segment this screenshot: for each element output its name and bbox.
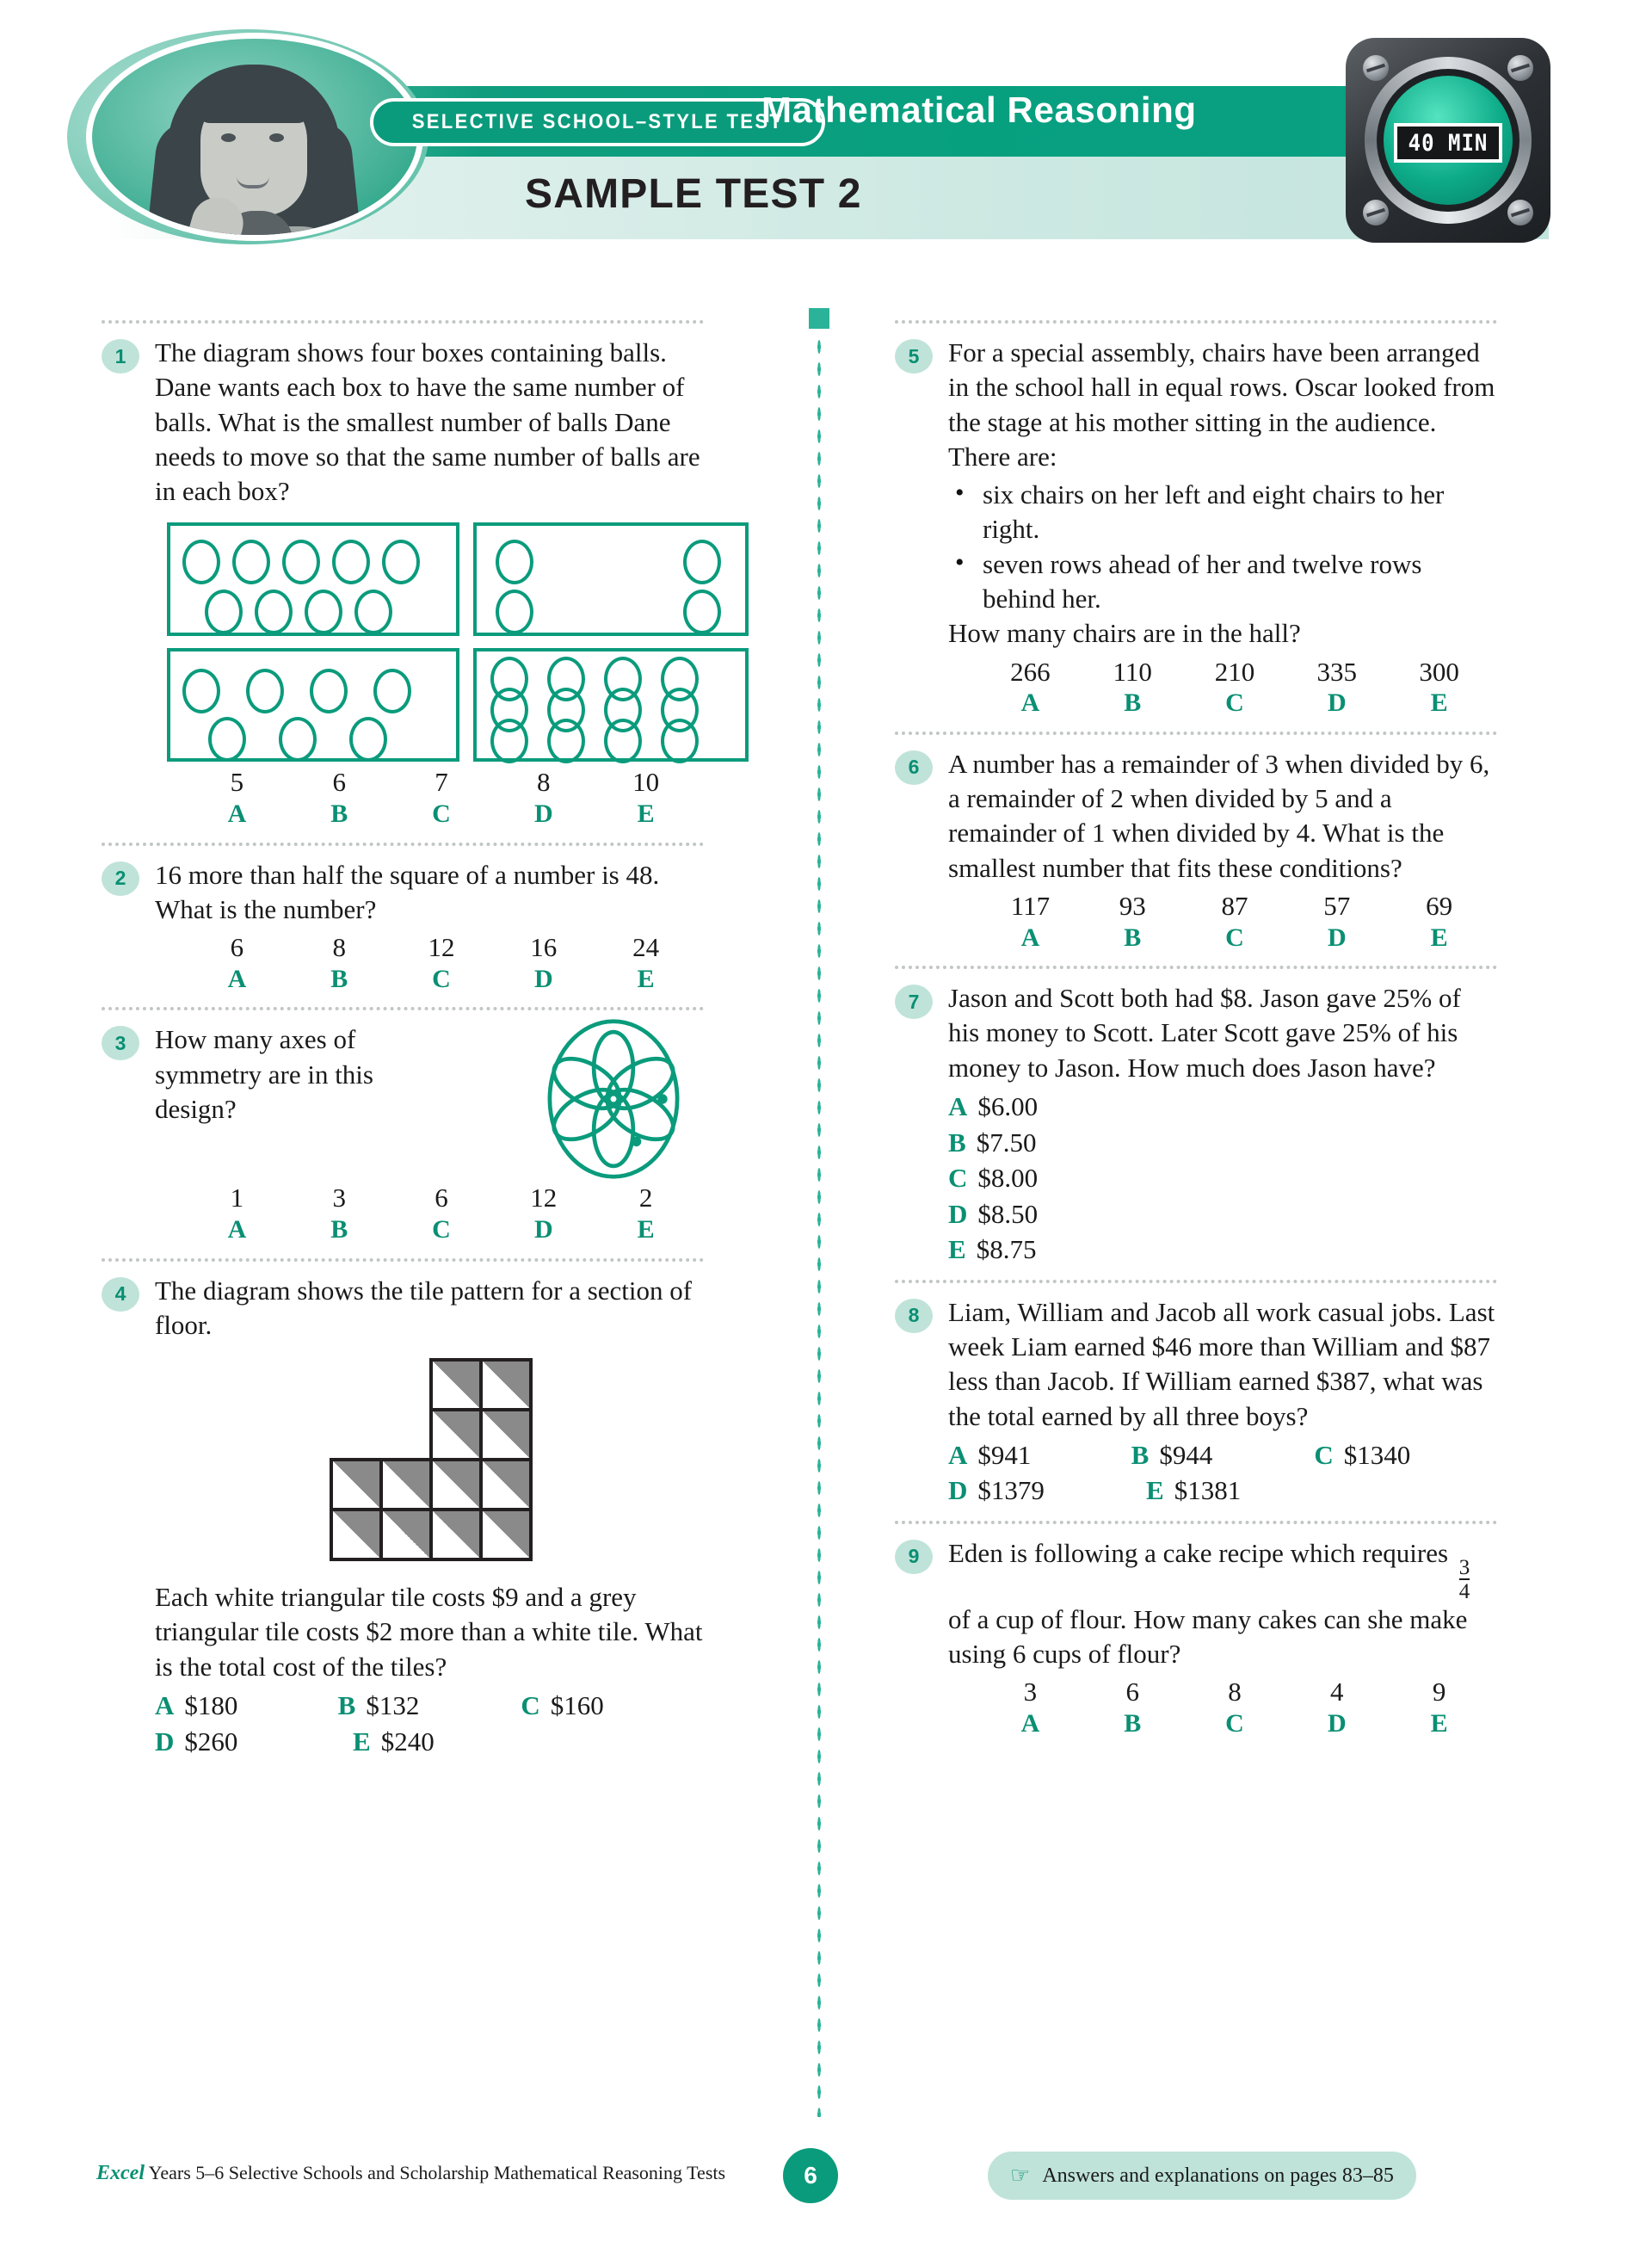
question-number: 1 bbox=[102, 339, 139, 374]
left-column bbox=[102, 308, 704, 1759]
question-number: 7 bbox=[895, 985, 933, 1019]
option-value[interactable]: 6 bbox=[230, 932, 244, 963]
option-c[interactable] bbox=[948, 1160, 1497, 1196]
option-value: $180 bbox=[184, 1689, 238, 1720]
option-value: $240 bbox=[380, 1726, 435, 1757]
ball-box-4 bbox=[473, 648, 749, 762]
option-letter[interactable]: B bbox=[1124, 688, 1142, 718]
options-row-q6 bbox=[948, 891, 1497, 954]
option-c[interactable] bbox=[1314, 1437, 1497, 1473]
option-value[interactable]: 69 bbox=[1426, 891, 1453, 921]
option-letter: B bbox=[1131, 1439, 1150, 1470]
option-value[interactable]: 300 bbox=[1419, 656, 1459, 687]
options-row-q9 bbox=[948, 1676, 1497, 1739]
ball-box-3 bbox=[167, 648, 459, 762]
rosette-figure bbox=[532, 1017, 695, 1185]
question-text: The diagram shows four boxes containing balls. Dane wants each box to have the same number of balls. What is the smallest number of balls Dane needs to move so that the same number of balls are in each box? bbox=[155, 337, 700, 507]
bullet-item: • seven rows ahead of her and twelve rows behind her. bbox=[948, 547, 1497, 617]
option-letter: E bbox=[353, 1726, 371, 1757]
question-text: The diagram shows the tile pattern for a section of floor. bbox=[155, 1275, 693, 1340]
option-b[interactable] bbox=[1131, 1437, 1315, 1473]
option-c[interactable] bbox=[521, 1688, 704, 1724]
option-letter[interactable]: D bbox=[1327, 688, 1347, 718]
option-letter[interactable]: E bbox=[637, 1215, 655, 1244]
question-text: 16 more than half the square of a number is 48. What is the number? bbox=[155, 859, 660, 924]
option-value[interactable]: 5 bbox=[230, 767, 244, 798]
footer-source-text: Years 5–6 Selective Schools and Scholarship Mathematical Reasoning Tests bbox=[148, 2162, 726, 2183]
option-a[interactable] bbox=[948, 1437, 1131, 1473]
tile bbox=[479, 1508, 533, 1561]
timer-display bbox=[1394, 123, 1502, 163]
option-value[interactable]: 8 bbox=[332, 932, 346, 963]
option-letter[interactable]: C bbox=[1225, 688, 1244, 718]
option-letter[interactable]: E bbox=[637, 800, 655, 829]
option-b[interactable] bbox=[338, 1688, 521, 1724]
question-6 bbox=[895, 747, 1497, 954]
option-letter[interactable]: C bbox=[432, 800, 451, 829]
question-8 bbox=[895, 1295, 1497, 1509]
tile bbox=[479, 1458, 533, 1511]
option-value: $160 bbox=[550, 1689, 604, 1720]
subject-title: Mathematical Reasoning bbox=[761, 90, 1197, 130]
tile bbox=[379, 1458, 433, 1511]
option-letter: D bbox=[948, 1198, 968, 1229]
option-value[interactable]: 110 bbox=[1113, 656, 1152, 687]
option-letter[interactable]: C bbox=[1225, 1709, 1244, 1738]
option-value: $7.50 bbox=[976, 1127, 1037, 1158]
option-letter[interactable]: C bbox=[432, 1215, 451, 1244]
ball-box-1 bbox=[167, 522, 459, 636]
question-bullet-list bbox=[948, 478, 1497, 616]
screw-icon bbox=[1507, 55, 1533, 81]
option-value: $944 bbox=[1159, 1439, 1213, 1470]
option-value: $6.00 bbox=[977, 1091, 1039, 1122]
question-3 bbox=[102, 1022, 704, 1245]
fraction-three-quarters bbox=[1459, 1557, 1470, 1602]
page-number-badge: 6 bbox=[783, 2148, 838, 2203]
screw-icon bbox=[1507, 200, 1533, 225]
option-letter[interactable]: A bbox=[227, 800, 247, 829]
option-letter: B bbox=[337, 1689, 356, 1720]
option-b[interactable] bbox=[948, 1125, 1497, 1161]
question-separator bbox=[102, 1258, 704, 1262]
option-letter[interactable]: B bbox=[1124, 923, 1142, 952]
option-letter: E bbox=[948, 1234, 966, 1265]
option-value: $8.00 bbox=[977, 1163, 1039, 1194]
option-value[interactable]: 87 bbox=[1221, 891, 1248, 921]
option-letter[interactable]: E bbox=[1430, 688, 1448, 718]
option-value[interactable]: 3 bbox=[332, 1182, 346, 1213]
options-q8 bbox=[948, 1437, 1497, 1509]
test-type-badge bbox=[370, 98, 825, 146]
timer-icon bbox=[1341, 33, 1556, 248]
option-letter[interactable]: D bbox=[1327, 923, 1347, 952]
question-separator bbox=[102, 843, 704, 846]
option-value: $8.50 bbox=[977, 1198, 1039, 1229]
option-letter[interactable]: D bbox=[533, 800, 553, 829]
option-value: $260 bbox=[184, 1726, 238, 1757]
option-e[interactable] bbox=[948, 1232, 1497, 1268]
pointing-hand-icon: ☞ bbox=[1010, 2163, 1031, 2188]
answers-note-badge bbox=[988, 2152, 1416, 2200]
question-number: 3 bbox=[102, 1026, 139, 1060]
four-boxes-figure bbox=[167, 522, 704, 762]
tile bbox=[330, 1508, 383, 1561]
question-7 bbox=[895, 981, 1497, 1268]
option-value[interactable]: 12 bbox=[530, 1182, 558, 1213]
fraction-denominator: 4 bbox=[1458, 1579, 1470, 1603]
option-value: $1340 bbox=[1343, 1439, 1411, 1470]
tile bbox=[429, 1508, 483, 1561]
option-value[interactable]: 6 bbox=[435, 1182, 448, 1213]
page-header bbox=[0, 0, 1652, 284]
option-letter: D bbox=[155, 1726, 175, 1757]
option-e[interactable] bbox=[353, 1724, 551, 1760]
footer-source-line bbox=[96, 2162, 725, 2185]
column-divider bbox=[817, 336, 822, 2117]
question-number: 2 bbox=[102, 861, 139, 896]
option-letter[interactable]: E bbox=[1430, 1709, 1448, 1738]
options-row-q3 bbox=[155, 1182, 704, 1245]
tile bbox=[429, 1458, 483, 1511]
option-letter: A bbox=[948, 1439, 968, 1470]
options-q7 bbox=[948, 1089, 1497, 1268]
option-value[interactable]: 24 bbox=[632, 932, 660, 963]
option-a[interactable] bbox=[155, 1688, 338, 1724]
screw-icon bbox=[1363, 55, 1389, 81]
question-text: Liam, William and Jacob all work casual jobs. Last week Liam earned $46 more than William and $87 less than Jacob. If William earned $387, what was the total earned by all three boys? bbox=[948, 1296, 1495, 1431]
option-value: $132 bbox=[366, 1689, 420, 1720]
question-number: 9 bbox=[895, 1540, 933, 1574]
option-value[interactable]: 7 bbox=[435, 767, 448, 798]
options-row-q2 bbox=[155, 932, 704, 995]
option-value[interactable]: 10 bbox=[632, 767, 660, 798]
question-number: 4 bbox=[102, 1277, 139, 1312]
timer-value: 40 MIN bbox=[1408, 129, 1489, 157]
option-letter[interactable]: A bbox=[1020, 1709, 1040, 1738]
question-separator bbox=[895, 1280, 1497, 1283]
question-text-part2: Each white triangular tile costs $9 and a grey triangular tile costs $2 more than a white tile. What is the total cost of the tiles? bbox=[155, 1582, 703, 1682]
option-value[interactable]: 57 bbox=[1323, 891, 1351, 921]
tile-pattern-figure bbox=[155, 1358, 704, 1572]
option-letter[interactable]: B bbox=[330, 964, 348, 993]
option-letter[interactable]: E bbox=[637, 964, 655, 993]
options-row-q5 bbox=[948, 657, 1497, 719]
test-type-label: SELECTIVE SCHOOL–STYLE TEST bbox=[411, 110, 784, 133]
option-value[interactable]: 4 bbox=[1330, 1676, 1344, 1707]
question-separator bbox=[102, 1007, 704, 1010]
option-value[interactable]: 6 bbox=[332, 767, 346, 798]
option-value: $1379 bbox=[977, 1475, 1045, 1506]
option-letter[interactable]: B bbox=[1124, 1709, 1142, 1738]
option-value[interactable]: 335 bbox=[1316, 656, 1358, 687]
tile bbox=[479, 1408, 533, 1461]
question-text: Jason and Scott both had $8. Jason gave 25% of his money to Scott. Later Scott gave 25% of his money to Jason. How much does Jason have? bbox=[948, 983, 1461, 1083]
option-value[interactable]: 3 bbox=[1023, 1676, 1038, 1707]
question-text: For a special assembly, chairs have been arranged in the school hall in equal rows. Oscar looked from the stage at his mother sitting in the audience. There are: bbox=[948, 337, 1495, 472]
option-value[interactable]: 6 bbox=[1125, 1676, 1139, 1707]
option-e[interactable] bbox=[1146, 1473, 1344, 1509]
brand-name: Excel bbox=[96, 2162, 145, 2184]
question-text-part2: How many chairs are in the hall? bbox=[948, 618, 1301, 649]
option-letter: C bbox=[1314, 1439, 1334, 1470]
answers-note-text: Answers and explanations on pages 83–85 bbox=[1042, 2164, 1394, 2187]
tile bbox=[330, 1458, 383, 1511]
option-value[interactable]: 8 bbox=[1228, 1676, 1242, 1707]
option-letter[interactable]: B bbox=[330, 1215, 348, 1244]
options-row-q1 bbox=[155, 767, 704, 830]
option-letter: D bbox=[948, 1475, 968, 1506]
question-5 bbox=[895, 336, 1497, 719]
question-separator bbox=[895, 320, 1497, 324]
option-letter: B bbox=[948, 1127, 966, 1158]
option-letter[interactable]: A bbox=[227, 964, 247, 993]
question-text bbox=[948, 1536, 1497, 1672]
option-letter[interactable]: E bbox=[1430, 923, 1448, 952]
fraction-numerator: 3 bbox=[1458, 1555, 1470, 1579]
question-text: A number has a remainder of 3 when divided by 6, a remainder of 2 when divided by 5 and a remainder of 1 when divided by 4. What is the smallest number that fits these conditions? bbox=[948, 748, 1490, 883]
option-value: $1381 bbox=[1174, 1475, 1242, 1506]
question-9 bbox=[895, 1536, 1497, 1740]
option-value: $8.75 bbox=[976, 1234, 1037, 1265]
tile bbox=[429, 1358, 483, 1411]
page-footer bbox=[0, 2143, 1652, 2220]
column-divider-marker bbox=[809, 308, 829, 329]
option-value[interactable]: 93 bbox=[1119, 891, 1146, 921]
question-number: 5 bbox=[895, 339, 933, 374]
option-letter[interactable]: C bbox=[1225, 923, 1244, 952]
question-separator bbox=[895, 1521, 1497, 1524]
option-letter[interactable]: D bbox=[533, 964, 553, 993]
question-text-part1: Eden is following a cake recipe which requires bbox=[948, 1537, 1455, 1568]
option-letter[interactable]: D bbox=[1327, 1709, 1347, 1738]
question-separator bbox=[102, 320, 704, 324]
option-letter[interactable]: C bbox=[432, 964, 451, 993]
option-d[interactable] bbox=[948, 1473, 1146, 1509]
bullet-item: • six chairs on her left and eight chairs to her right. bbox=[948, 478, 1497, 547]
option-value[interactable]: 210 bbox=[1214, 656, 1255, 687]
option-a[interactable] bbox=[948, 1089, 1497, 1125]
option-letter: E bbox=[1146, 1475, 1164, 1506]
option-letter[interactable]: A bbox=[227, 1215, 247, 1244]
option-d[interactable] bbox=[948, 1196, 1497, 1232]
question-1 bbox=[102, 336, 704, 831]
option-letter[interactable]: B bbox=[330, 800, 348, 829]
option-d[interactable] bbox=[155, 1724, 353, 1760]
option-letter[interactable]: D bbox=[533, 1215, 553, 1244]
screw-icon bbox=[1363, 200, 1389, 225]
ball-box-2 bbox=[473, 522, 749, 636]
question-separator bbox=[895, 732, 1497, 735]
option-value[interactable]: 16 bbox=[530, 932, 558, 963]
option-letter: C bbox=[521, 1689, 540, 1720]
right-column bbox=[895, 308, 1497, 1740]
option-value[interactable]: 117 bbox=[1010, 891, 1051, 921]
option-letter: A bbox=[948, 1091, 968, 1122]
option-letter: C bbox=[948, 1163, 968, 1194]
option-value: $941 bbox=[977, 1439, 1032, 1470]
option-value[interactable]: 9 bbox=[1432, 1676, 1446, 1707]
option-letter: A bbox=[155, 1689, 175, 1720]
options-q4 bbox=[155, 1688, 704, 1759]
student-photo bbox=[92, 39, 417, 235]
option-letter[interactable]: A bbox=[1020, 923, 1040, 952]
option-value[interactable]: 2 bbox=[638, 1182, 653, 1213]
option-letter[interactable]: A bbox=[1020, 688, 1040, 718]
question-separator bbox=[895, 966, 1497, 969]
question-text: How many axes of symmetry are in this design? bbox=[155, 1024, 373, 1124]
tile bbox=[429, 1408, 483, 1461]
portrait-frame bbox=[86, 33, 423, 241]
question-number: 8 bbox=[895, 1299, 933, 1333]
tile bbox=[479, 1358, 533, 1411]
question-4 bbox=[102, 1274, 704, 1760]
question-number: 6 bbox=[895, 750, 933, 785]
page-title: SAMPLE TEST 2 bbox=[525, 171, 862, 217]
option-value[interactable]: 266 bbox=[1010, 656, 1051, 687]
question-2 bbox=[102, 858, 704, 996]
option-value[interactable]: 12 bbox=[428, 932, 455, 963]
question-text-part2: of a cup of flour. How many cakes can she make using 6 cups of flour? bbox=[948, 1603, 1468, 1670]
tile bbox=[379, 1508, 433, 1561]
option-value[interactable]: 1 bbox=[230, 1182, 244, 1213]
option-value[interactable]: 8 bbox=[537, 767, 551, 798]
